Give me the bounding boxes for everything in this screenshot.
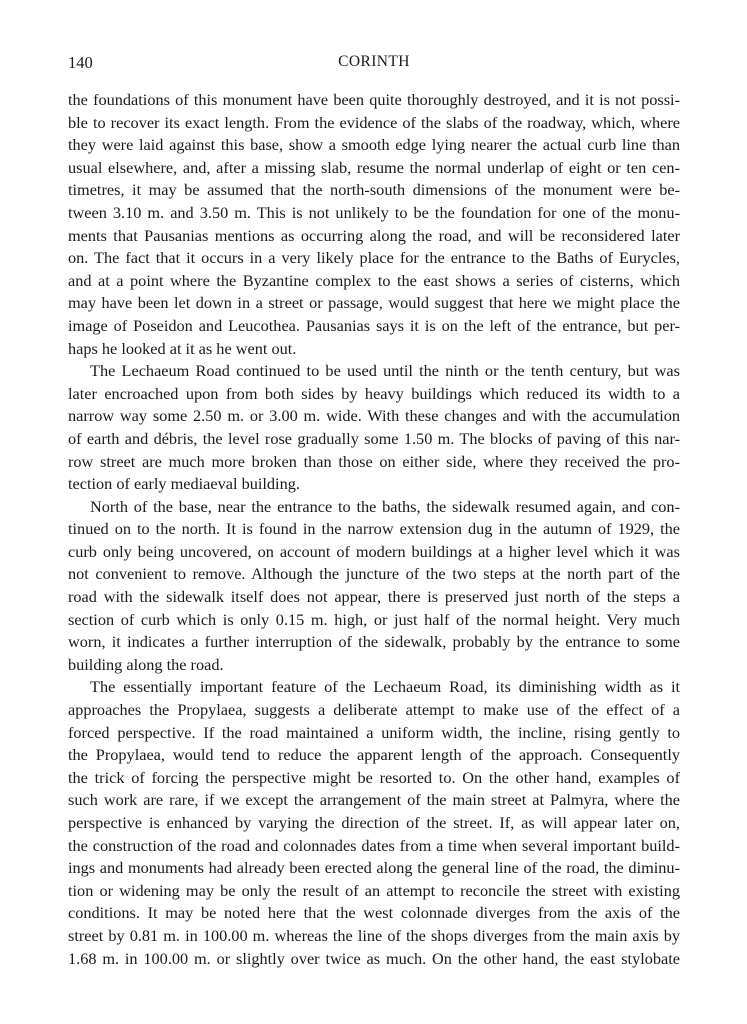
text-line: tinued on to the north. It is found in the narrow extension dug in the autumn of 1929, the	[68, 519, 680, 539]
text-line: approaches the Propylaea, suggests a deliberate attempt to make use of the effect of a	[68, 700, 680, 720]
paragraph	[68, 89, 680, 360]
text-line: they were laid against this base, show a smooth edge lying nearer the actual curb line than	[68, 135, 680, 155]
text-line: narrow way some 2.50 m. or 3.00 m. wide. With these changes and with the accumulation	[68, 406, 680, 426]
paragraph	[68, 360, 680, 496]
text-line: on. The fact that it occurs in a very likely place for the entrance to the Baths of Eurycles,	[68, 248, 680, 268]
text-line: ings and monuments had already been erected along the general line of the road, the diminu-	[68, 858, 680, 878]
text-line: the construction of the road and colonnades dates from a time when several important build-	[68, 835, 680, 855]
text-line: street by 0.81 m. in 100.00 m. whereas the line of the shops diverges from the main axis by	[68, 925, 680, 945]
text-line: The Lechaeum Road continued to be used until the ninth or the tenth century, but was	[90, 361, 680, 381]
body-text	[68, 89, 680, 970]
text-line: building along the road.	[68, 654, 224, 674]
text-line: and at a point where the Byzantine complex to the east shows a series of cisterns, which	[68, 270, 680, 290]
page-number: 140	[68, 53, 93, 72]
running-title: CORINTH	[338, 53, 410, 70]
text-line: curb only being uncovered, on account of modern buildings at a higher level which it was	[68, 541, 680, 561]
text-line: the foundations of this monument have been quite thoroughly destroyed, and it is not possi-	[68, 90, 680, 109]
text-line: The essentially important feature of the Lechaeum Road, its diminishing width as it	[90, 677, 680, 697]
text-line: 1.68 m. in 100.00 m. or slightly over twice as much. On the other hand, the east stylobate	[68, 948, 680, 968]
text-line: may have been let down in a street or passage, would suggest that here we might place the	[68, 293, 680, 313]
text-line: ments that Pausanias mentions as occurring along the road, and will be reconsidered later	[68, 225, 680, 245]
paragraph	[68, 676, 680, 970]
text-line: conditions. It may be noted here that the west colonnade diverges from the axis of the	[68, 903, 680, 923]
page-header	[68, 53, 680, 77]
text-line: tection of early mediaeval building.	[68, 474, 300, 494]
text-line: usual elsewhere, and, after a missing slab, resume the normal underlap of eight or ten cen-	[68, 157, 680, 177]
text-line: tween 3.10 m. and 3.50 m. This is not unlikely to be the foundation for one of the monu-	[68, 202, 680, 222]
text-line: road with the sidewalk itself does not appear, there is preserved just north of the steps a	[68, 587, 680, 607]
text-line: not convenient to remove. Although the juncture of the two steps at the north part of the	[68, 564, 680, 584]
text-line: the Propylaea, would tend to reduce the apparent length of the approach. Consequently	[68, 745, 680, 765]
text-line: worn, it indicates a further interruption of the sidewalk, probably by the entrance to some	[68, 632, 680, 652]
text-line: section of curb which is only 0.15 m. high, or just half of the normal height. Very much	[68, 609, 680, 629]
text-line: of earth and débris, the level rose gradually some 1.50 m. The blocks of paving of this nar-	[68, 428, 680, 448]
text-line: such work are rare, if we except the arrangement of the main street at Palmyra, where the	[68, 790, 680, 810]
paragraph	[68, 496, 680, 677]
text-line: later encroached upon from both sides by heavy buildings which reduced its width to a	[68, 383, 680, 403]
text-line: haps he looked at it as he went out.	[68, 338, 297, 358]
text-line: North of the base, near the entrance to the baths, the sidewalk resumed again, and con-	[90, 496, 680, 516]
text-line: forced perspective. If the road maintained a uniform width, the incline, rising gently to	[68, 722, 680, 742]
text-line: row street are much more broken than those on either side, where they received the pro-	[68, 451, 680, 471]
text-line: image of Poseidon and Leucothea. Pausanias says it is on the left of the entrance, but per-	[68, 315, 680, 335]
text-line: ble to recover its exact length. From the evidence of the slabs of the roadway, which, where	[68, 112, 680, 132]
text-line: timetres, it may be assumed that the north-south dimensions of the monument were be-	[68, 180, 680, 200]
text-line: tion or widening may be only the result of an attempt to reconcile the street with existing	[68, 880, 680, 900]
text-line: perspective is enhanced by varying the direction of the street. If, as will appear later on,	[68, 813, 680, 832]
text-line: the trick of forcing the perspective might be resorted to. On the other hand, examples of	[68, 767, 680, 787]
